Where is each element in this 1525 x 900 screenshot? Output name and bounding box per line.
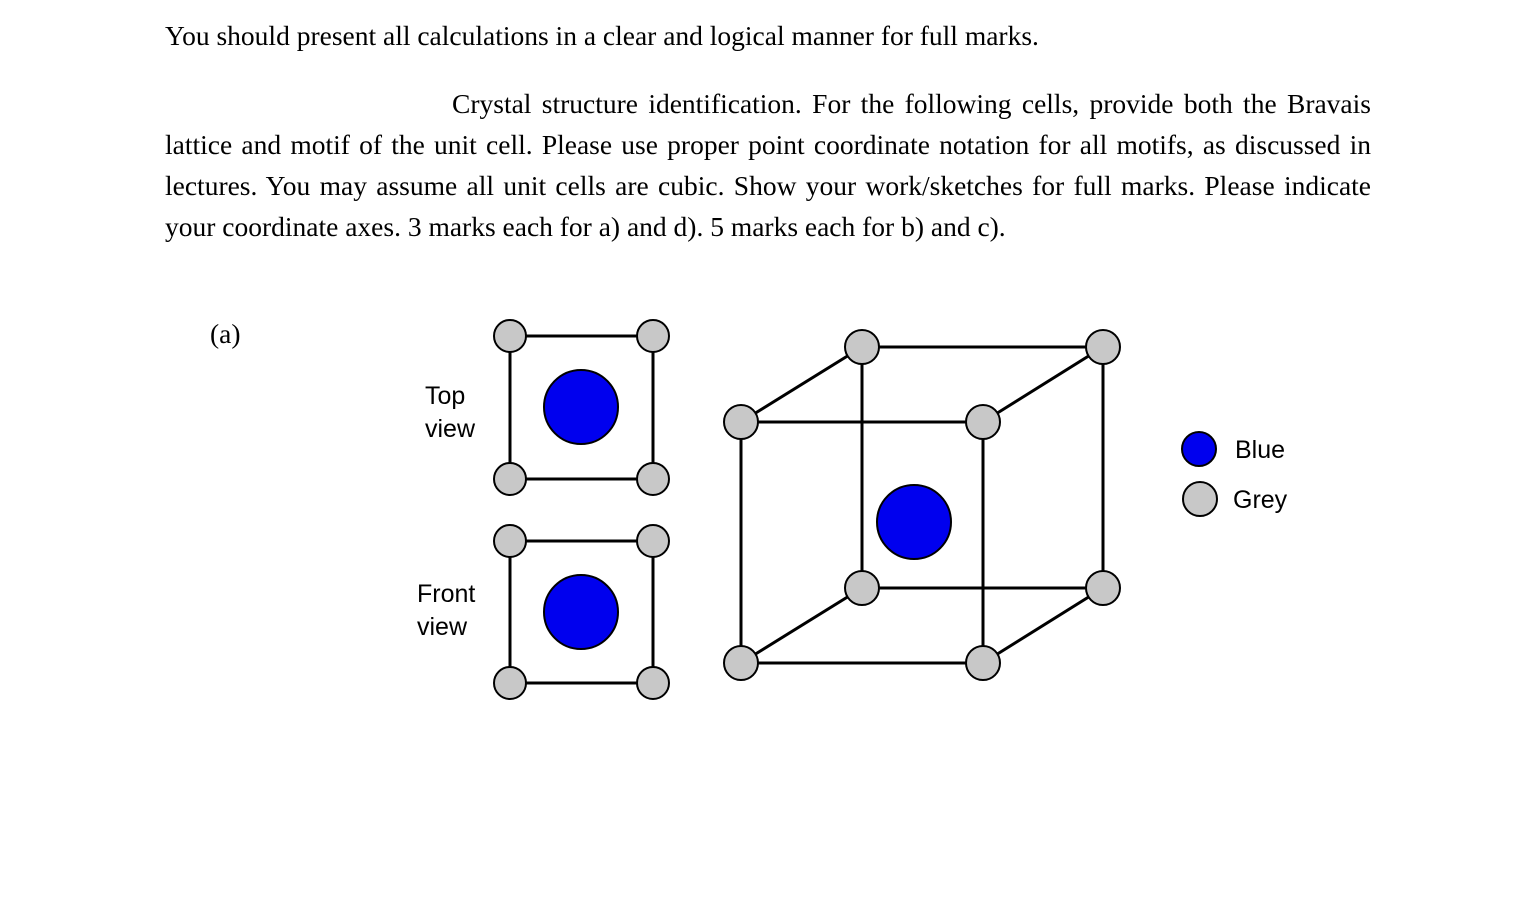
cube-center-atom — [877, 485, 951, 559]
cube-corner-atom — [1086, 330, 1120, 364]
front-view-corner-atom — [637, 525, 669, 557]
legend-blue-label: Blue — [1235, 436, 1286, 464]
front-view-label-line1: Front — [417, 580, 476, 608]
cube-corner-atom — [845, 330, 879, 364]
cube-corner-atom — [1086, 571, 1120, 605]
front-view-corner-atom — [494, 525, 526, 557]
cube-corner-atom — [966, 405, 1000, 439]
question-text: Crystal structure identification. For the following cells, provide both the Bravais lattice and motif of the unit cell. Please use proper point coordinate notation for all motifs, as discussed in lectures. You may assume all unit cells are cubic. Show your work/sketches for full marks. Please indicate your coordinate axes. 3 marks each for a) and d). 5 marks each for b) and c). — [165, 88, 1371, 242]
legend — [1182, 432, 1288, 516]
part-a-label: (a) — [210, 318, 241, 349]
top-view-corner-atom — [637, 320, 669, 352]
front-view-center-atom — [544, 575, 618, 649]
instructions-text: You should present all calculations in a clear and logical manner for full marks. — [165, 20, 1039, 51]
front-view-label-line2: view — [417, 613, 468, 641]
legend-grey-swatch — [1183, 482, 1217, 516]
cube-diagram — [724, 330, 1120, 680]
front-view-diagram — [417, 525, 669, 699]
legend-grey-label: Grey — [1233, 486, 1288, 514]
top-view-center-atom — [544, 370, 618, 444]
front-view-corner-atom — [637, 667, 669, 699]
front-view-corner-atom — [494, 667, 526, 699]
cube-corner-atom — [845, 571, 879, 605]
cube-corner-atom — [724, 405, 758, 439]
top-view-diagram — [425, 320, 669, 495]
cube-corner-atom — [724, 646, 758, 680]
cube-corner-atom — [966, 646, 1000, 680]
top-view-corner-atom — [637, 463, 669, 495]
top-view-label-line1: Top — [425, 382, 466, 410]
top-view-corner-atom — [494, 463, 526, 495]
legend-blue-swatch — [1182, 432, 1216, 466]
top-view-corner-atom — [494, 320, 526, 352]
top-view-label-line2: view — [425, 415, 476, 443]
